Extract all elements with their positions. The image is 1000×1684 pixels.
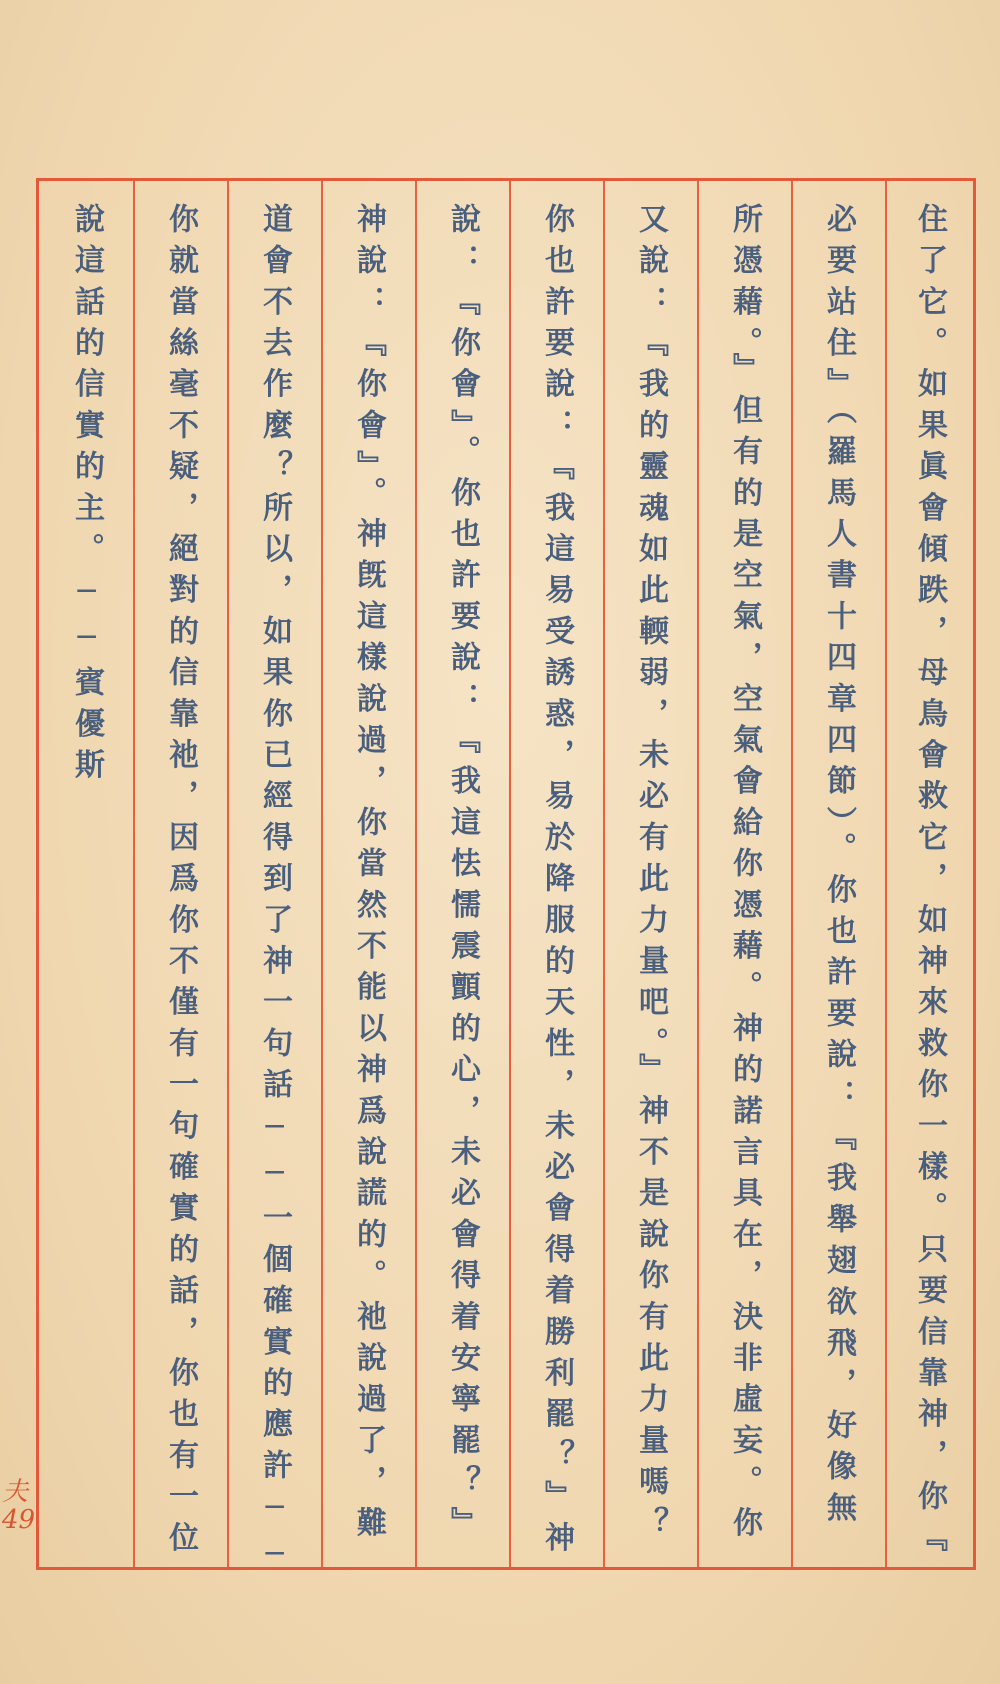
column-text: 你就當絲毫不疑，絕對的信靠祂，因爲你不僅有一句確實的話，你也有一位: [163, 203, 198, 1563]
text-frame: [36, 178, 976, 1583]
page-number-mark: 夫: [2, 1477, 29, 1507]
text-column-10: [39, 181, 133, 1567]
column-rule: [697, 181, 699, 1567]
text-column-1: [885, 181, 973, 1567]
column-text: 住了它。如果眞會傾跌，母鳥會救它，如神來救你一樣。只要信靠神，你『: [912, 203, 947, 1563]
column-rule: [603, 181, 605, 1567]
column-text: 所憑藉。』但有的是空氣，空氣會給你憑藉。神的諾言具在，決非虛妄。你: [727, 203, 762, 1548]
text-column-8: [227, 181, 321, 1583]
column-text: 又說：『我的靈魂如此輭弱，未必有此力量吧。』神不是說你有此力量嗎？: [633, 203, 668, 1548]
text-column-6: [415, 181, 509, 1567]
text-column-7: [321, 181, 415, 1567]
page-number: [2, 1478, 35, 1534]
page-number-digits: 49: [2, 1505, 36, 1535]
column-text: 神說：『你會』。神旣這樣說過，你當然不能以神爲說謊的。祂說過了，難: [351, 203, 386, 1548]
text-column-9: [133, 181, 227, 1567]
text-column-3: [697, 181, 791, 1567]
text-column-5: [509, 181, 603, 1567]
column-text: 說這話的信實的主。──賓優斯: [69, 203, 104, 790]
column-text: 必要站住』（羅馬人書十四章四節）。你也許要說：『我舉翅欲飛，好像無: [821, 203, 856, 1533]
column-rule: [227, 181, 229, 1567]
column-text: 你也許要說：『我這易受誘惑，易於降服的天性，未必會得着勝利罷？』神: [539, 203, 574, 1563]
column-rule: [885, 181, 887, 1567]
column-rule: [133, 181, 135, 1567]
column-rule: [509, 181, 511, 1567]
column-rule: [415, 181, 417, 1567]
column-text: 說：『你會』。你也許要說：『我這怯懦震顫的心，未必會得着安寧罷？』: [445, 203, 480, 1548]
column-rule: [791, 181, 793, 1567]
text-column-4: [603, 181, 697, 1567]
text-column-2: [791, 181, 885, 1567]
column-text: 道會不去作麼？所以，如果你已經得到了神一句話──一個確實的應許──: [257, 203, 292, 1583]
column-rule: [321, 181, 323, 1567]
